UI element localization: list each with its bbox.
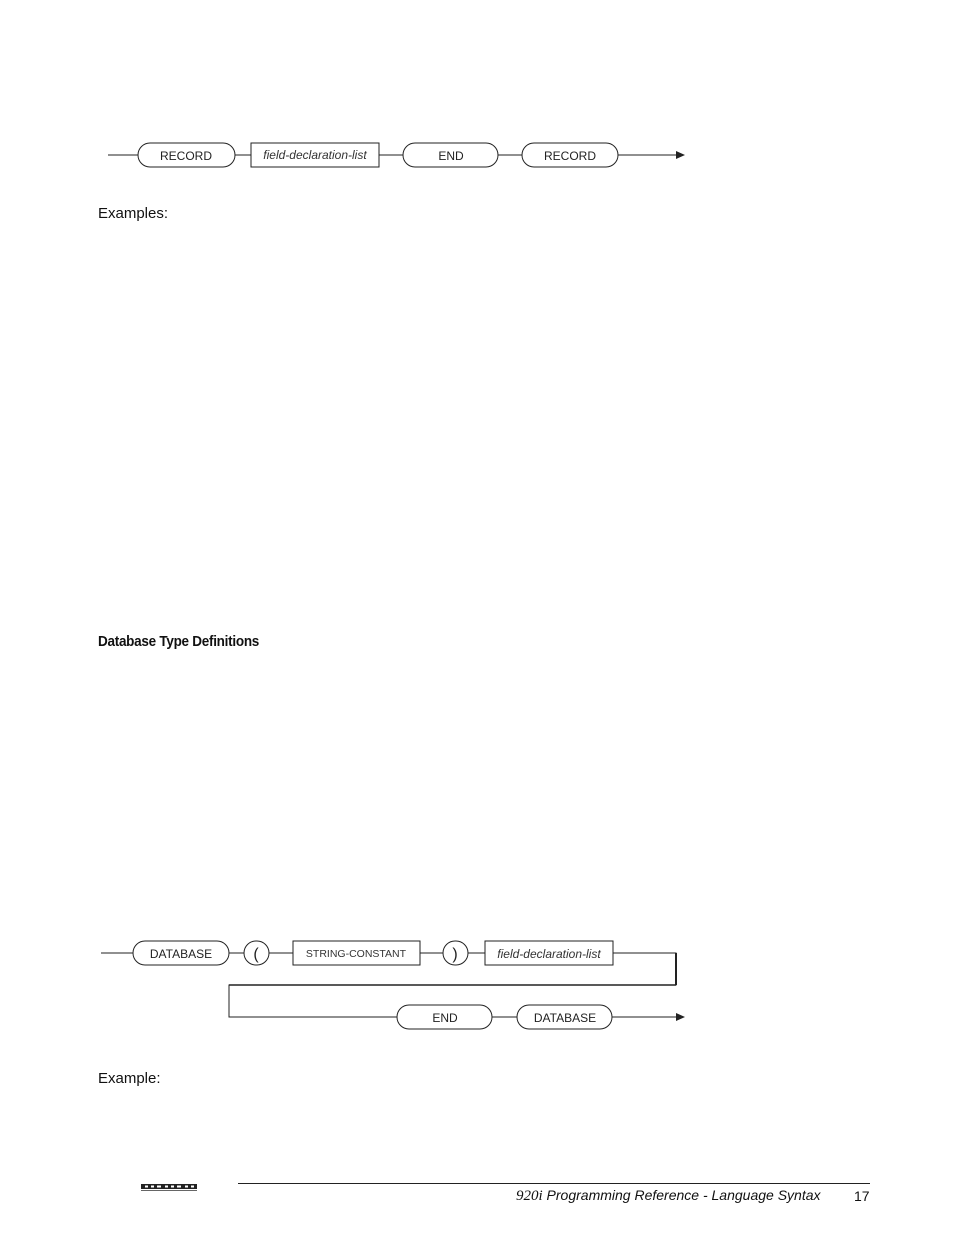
database-keyword-end: END <box>432 1011 458 1025</box>
company-logo <box>141 1184 197 1192</box>
open-paren: ( <box>253 946 259 963</box>
record-keyword-start: RECORD <box>159 149 213 163</box>
database-heading: Database Type Definitions <box>98 633 260 650</box>
footer-rule <box>238 1183 870 1184</box>
examples-label: Examples: <box>98 205 169 222</box>
page-number: 17 <box>854 1188 870 1204</box>
database-syntax-diagram <box>0 920 954 1050</box>
database-keyword-start: DATABASE <box>149 947 213 961</box>
string-constant: STRING-CONSTANT <box>305 948 407 960</box>
example-label: Example: <box>98 1070 161 1087</box>
footer-product: 920i <box>516 1188 543 1204</box>
database-field-list: field-declaration-list <box>497 947 601 961</box>
record-keyword-end: END <box>438 149 464 163</box>
close-paren: ) <box>452 946 458 963</box>
database-keyword-database-end: DATABASE <box>533 1011 597 1025</box>
record-syntax-diagram <box>0 0 954 200</box>
footer-title <box>516 1187 821 1205</box>
footer-title-text: Programming Reference - Language Syntax <box>542 1187 821 1203</box>
record-keyword-record-end: RECORD <box>543 149 597 163</box>
record-field-list: field-declaration-list <box>263 148 367 162</box>
